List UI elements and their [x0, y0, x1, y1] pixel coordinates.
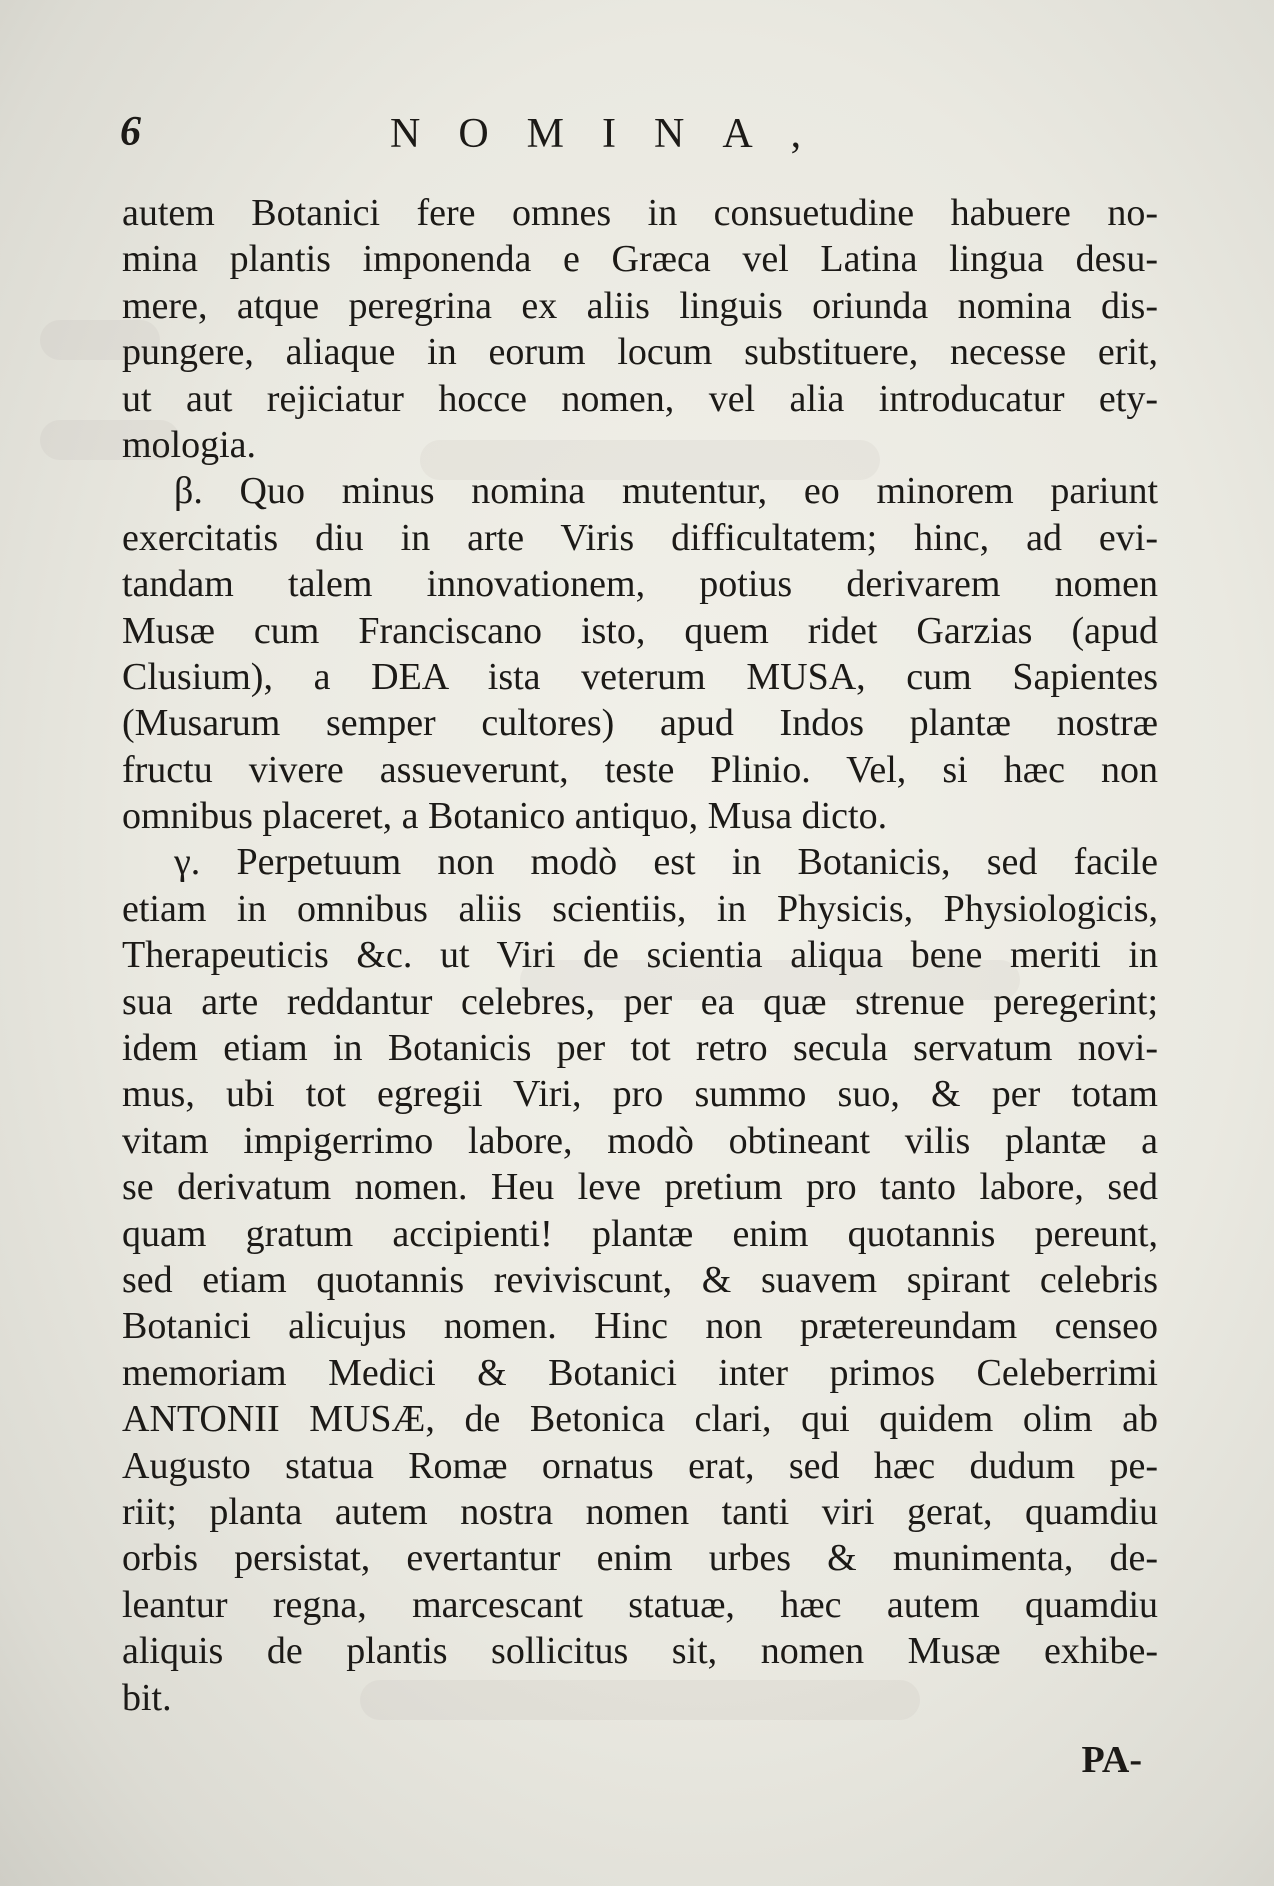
text-line: autem Botanici fere omnes in consuetudine habuere no-	[122, 192, 1158, 234]
text-line: memoriam Medici & Botanici inter primos Celeberrimi	[122, 1351, 1158, 1394]
text-line: mus, ubi tot egregii Viri, pro summo suo, & per totam	[122, 1073, 1158, 1116]
text-line: γ. Perpetuum non modò est in Botanicis, sed facile	[174, 841, 1158, 884]
text-line: Botanici alicujus nomen. Hinc non prætereundam censeo	[122, 1305, 1158, 1348]
page-header	[120, 108, 1160, 158]
text-line: sua arte reddantur celebres, per ea quæ strenue peregerint;	[122, 980, 1158, 1023]
text-line: se derivatum nomen. Heu leve pretium pro tanto labore, sed	[122, 1166, 1158, 1209]
text-line: mologia.	[122, 423, 257, 466]
text-line: sed etiam quotannis reviviscunt, & suavem spirant celebris	[122, 1258, 1158, 1301]
text-line: Therapeuticis &c. ut Viri de scientia aliqua bene meriti in	[122, 934, 1158, 977]
text-line: (Musarum semper cultores) apud Indos plantæ nostræ	[122, 702, 1158, 745]
text-line: idem etiam in Botanicis per tot retro secula servatum novi-	[122, 1027, 1158, 1070]
text-line: riit; planta autem nostra nomen tanti viri gerat, quamdiu	[122, 1490, 1158, 1533]
text-line: etiam in omnibus aliis scientiis, in Physicis, Physiologicis,	[122, 887, 1158, 930]
text-line: Clusium), a DEA ista veterum MUSA, cum Sapientes	[122, 655, 1158, 698]
text-line: mina plantis imponenda e Græca vel Latina lingua desu-	[122, 238, 1158, 281]
text-line: orbis persistat, evertantur enim urbes & munimenta, de-	[122, 1537, 1158, 1580]
text-line: ut aut rejiciatur hocce nomen, vel alia introducatur ety-	[122, 377, 1158, 420]
text-line: aliquis de plantis sollicitus sit, nomen Musæ exhibe-	[122, 1630, 1158, 1673]
text-line: Augusto statua Romæ ornatus erat, sed hæc dudum pe-	[122, 1444, 1158, 1487]
text-line: mere, atque peregrina ex aliis linguis oriunda nomina dis-	[122, 284, 1158, 327]
running-head: NOMINA,	[390, 111, 840, 157]
text-body	[122, 190, 1158, 1721]
text-line: omnibus placeret, a Botanico antiquo, Musa dicto.	[122, 795, 888, 838]
text-line: bit.	[122, 1676, 172, 1719]
text-line: Musæ cum Franciscano isto, quem ridet Garzias (apud	[122, 609, 1158, 652]
text-line: leantur regna, marcescant statuæ, hæc autem quamdiu	[122, 1583, 1158, 1626]
catchword: PA-	[1081, 1739, 1142, 1781]
page-number: 6	[120, 109, 141, 155]
text-line: β. Quo minus nomina mutentur, eo minorem pariunt	[174, 470, 1158, 513]
text-line: ANTONII MUSÆ, de Betonica clari, qui quidem olim ab	[122, 1398, 1158, 1441]
text-line: fructu vivere assueverunt, teste Plinio. Vel, si hæc non	[122, 748, 1158, 791]
text-line: tandam talem innovationem, potius derivarem nomen	[122, 563, 1158, 606]
text-line: pungere, aliaque in eorum locum substituere, necesse erit,	[122, 331, 1158, 374]
text-line: vitam impigerrimo labore, modò obtineant vilis plantæ a	[122, 1119, 1158, 1162]
text-line: exercitatis diu in arte Viris difficultatem; hinc, ad evi-	[122, 516, 1158, 559]
text-line: quam gratum accipienti! plantæ enim quotannis pereunt,	[122, 1212, 1158, 1255]
